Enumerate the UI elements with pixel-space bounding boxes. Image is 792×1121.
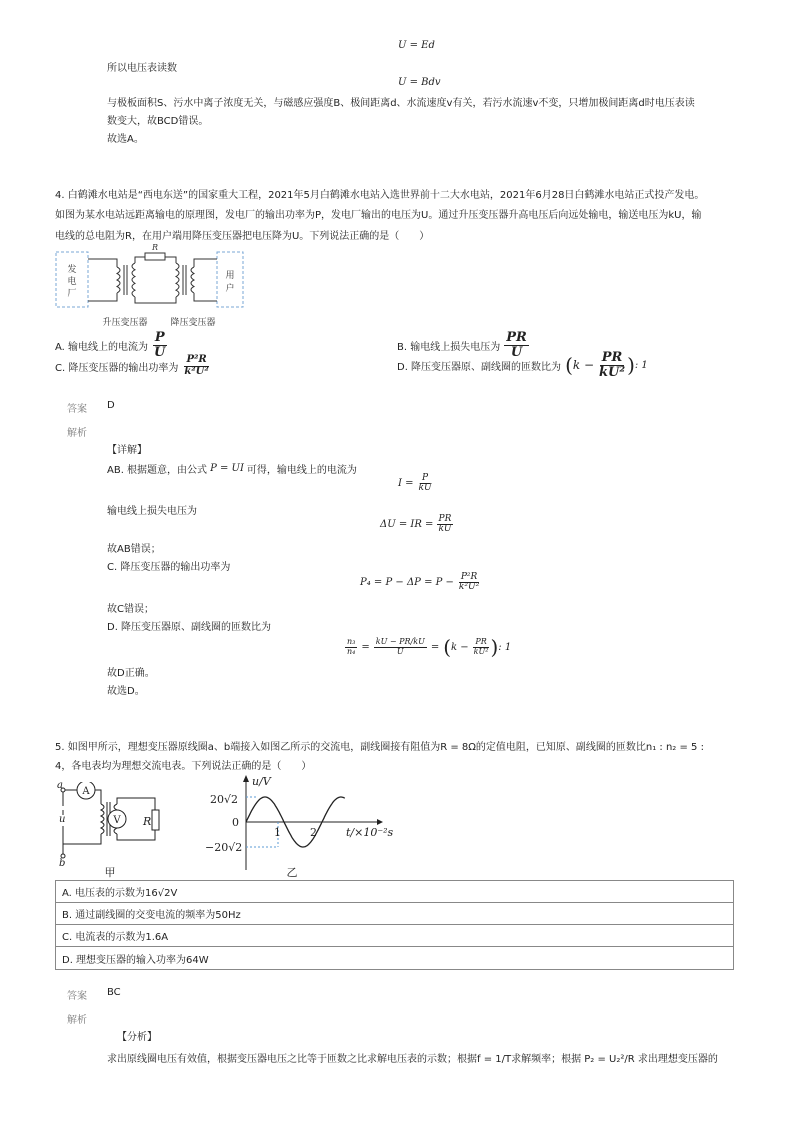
tick-1-label: 1 xyxy=(274,826,281,839)
u-label: u xyxy=(59,814,66,825)
q4-option-b: B. 输电线上损失电压为 $\frac{PR}{U}$ xyxy=(397,330,527,360)
text-line: 故选A。 xyxy=(107,134,144,145)
step-down-label: 降压变压器 xyxy=(170,318,216,328)
y-max-label: 20√2 xyxy=(210,793,239,806)
q4-stem: 如图为某水电站远距离输电的原理图，发电厂的输出功率为P，发电厂输出的电压为U。通过升压变压器升高电压后向远处输电，输送电压为kU，输 xyxy=(55,210,702,221)
q5-option-c[interactable]: C. 电流表的示数为1.6A xyxy=(56,925,733,947)
q4-option-d: D. 降压变压器原、副线圈的匝数比为 ( k − $\frac{PR}{\text{kU²}}$ ) : 1 xyxy=(397,350,648,380)
waveform-graph-b xyxy=(200,772,395,880)
answer-label: 答案 xyxy=(67,404,87,415)
text-line: 故D正确。 xyxy=(107,668,155,679)
text-line: 故AB错误； xyxy=(107,544,161,555)
equation-current: I = $\frac{P}{kU}$ xyxy=(398,473,432,494)
q5-stem: 4，各电表均为理想交流电表。下列说法正确的是（ ） xyxy=(55,761,312,772)
coil xyxy=(191,267,194,293)
caption-jia: 甲 xyxy=(104,866,116,879)
text-line: D. 降压变压器原、副线圈的匝数比为 xyxy=(107,622,272,633)
text-line: 故选D。 xyxy=(107,686,145,697)
text-line: 故C错误； xyxy=(107,604,154,615)
text-line: C. 降压变压器的输出功率为 xyxy=(107,562,231,573)
tick-2-label: 2 xyxy=(310,826,317,839)
analysis-text: 求出原线圈电压有效值，根据变压器电压之比等于匝数之比求解电压表的示数；根据f = 1/T求解频率；根据 P₂ = U₂²/R 求出理想变压器的 xyxy=(107,1054,718,1065)
svg-text:V: V xyxy=(113,815,121,826)
resistor-r xyxy=(145,253,165,260)
q5-option-a[interactable]: A. 电压表的示数为16√2V xyxy=(56,881,733,903)
transmission-diagram xyxy=(55,243,250,330)
origin-label: 0 xyxy=(232,816,239,829)
terminal-a-label: a xyxy=(57,782,63,791)
analysis-label: 解析 xyxy=(67,1015,87,1026)
user-label: 户 xyxy=(225,284,235,294)
step-up-label: 升压变压器 xyxy=(102,318,148,328)
q5-stem: 5. 如图甲所示，理想变压器原线圈a、b端接入如图乙所示的交流电，副线圈接有阻值为R = 8Ω的定值电阻，已知原、副线圈的匝数比n₁ : n₂ = 5 : xyxy=(55,742,704,753)
user-label: 用 xyxy=(225,271,235,281)
q4-stem: 4. 白鹤滩水电站是“西电东送”的国家重大工程，2021年5月白鹤滩水电站入选世界前十二大水电站，2021年6月28日白鹤滩水电站正式投产发电。 xyxy=(55,190,705,201)
analysis-label: 解析 xyxy=(67,428,87,439)
plant-label: 发 xyxy=(67,265,77,275)
answer-label: 答案 xyxy=(67,991,87,1002)
q4-option-a: A. 输电线上的电流为 $\frac{P}{U}$ xyxy=(55,330,166,360)
detail-header: 【详解】 xyxy=(107,445,147,456)
svg-text:R: R xyxy=(143,815,152,828)
text-line: 数变大，故BCD错误。 xyxy=(107,116,209,127)
q5-option-d[interactable]: D. 理想变压器的输入功率为64W xyxy=(62,954,209,966)
q4-option-c: C. 降压变压器的输出功率为 $\frac{\text{P²R}}{\text{k²U²}}$ xyxy=(55,354,209,377)
caption-yi: 乙 xyxy=(286,866,298,879)
resistor-r xyxy=(152,810,159,830)
analysis-header: 【分析】 xyxy=(117,1032,157,1043)
plant-label: 电 xyxy=(67,277,77,287)
y-axis-label: u/V xyxy=(252,775,271,788)
text-line: 与极板面积S、污水中离子浓度无关，与磁感应强度B、极间距离d、水流速度v有关，若污水流速v不变，只增加极间距离d时电压表读 xyxy=(107,98,695,109)
coil xyxy=(176,263,179,297)
equation-u-ed: U = Ed xyxy=(398,40,435,51)
answer-value: BC xyxy=(107,987,121,998)
equation-u-bdv: U = Bdv xyxy=(398,77,441,88)
y-min-label: −20√2 xyxy=(205,841,243,854)
answer-value: D xyxy=(107,400,115,411)
text-line: 输电线上损失电压为 xyxy=(107,506,197,517)
text-line: 所以电压表读数 xyxy=(107,63,177,74)
ab-explanation: AB. 根据题意，由公式 P = UI 可得，输电线上的电流为 xyxy=(107,463,357,476)
svg-text:A: A xyxy=(82,786,90,797)
equation-output-power: P₄ = P − ΔP = P − $\frac{\text{P²R}}{\text{k²U²}}$ xyxy=(360,572,480,593)
q5-option-b[interactable]: B. 通过副线圈的交变电流的频率为50Hz xyxy=(56,903,733,925)
circuit-diagram-a xyxy=(55,782,175,880)
q4-stem: 电线的总电阻为R，在用户端用降压变压器把电压降为U。下列说法正确的是（ ） xyxy=(55,231,430,242)
r-label: R xyxy=(151,243,159,252)
terminal-b-label: b xyxy=(59,858,66,869)
equation-turns-ratio: $\frac{\text{n₃}}{\text{n₄}}$ = $\frac{kU - PR/kU}{U}$ = ( k − $\frac{PR}{\text{kU²}}$ ) : 1 xyxy=(347,635,512,659)
coil xyxy=(132,263,135,297)
coil xyxy=(117,267,120,293)
plant-label: 厂 xyxy=(67,289,77,299)
equation-voltage-loss: ΔU = IR = $\frac{PR}{kU}$ xyxy=(380,514,452,535)
x-axis-label: t/×10⁻²s xyxy=(346,826,394,839)
q5-options-table xyxy=(55,880,734,970)
